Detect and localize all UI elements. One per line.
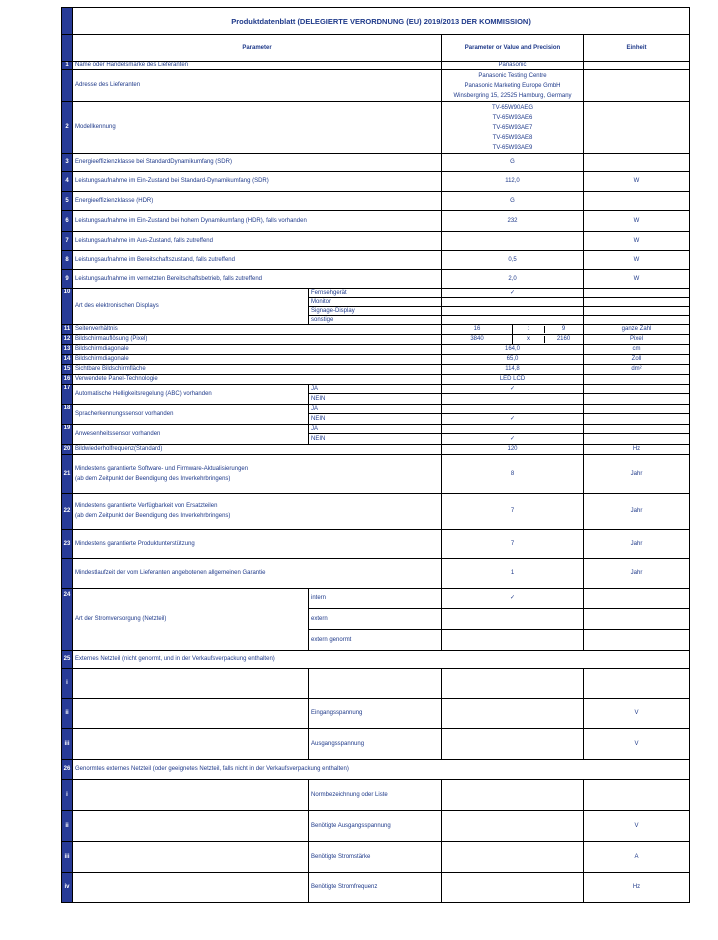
row-number: 25 [62, 651, 73, 669]
table-cell [584, 630, 690, 651]
table-cell [442, 325, 513, 335]
table-cell [584, 414, 690, 425]
table-cell: JA [309, 425, 442, 434]
table-cell: Spracherkennungssensor vorhanden [73, 405, 309, 425]
cell-text: 16 [473, 326, 481, 332]
row-number: 17 [62, 385, 73, 405]
table-cell: W [584, 232, 690, 251]
table-cell: Verwendete Panel-Technologie [73, 375, 442, 385]
table-cell: W [584, 251, 690, 270]
checkmark: ✓ [442, 414, 584, 425]
table-cell [73, 729, 309, 760]
table-cell: Energieeffizienzklasse bei StandardDynamikumfang (SDR) [73, 154, 442, 172]
table-cell: Zoll [584, 355, 690, 365]
table-cell: Externes Netzteil (nicht genormt, und in der Verkaufsverpackung enthalten) [73, 651, 690, 669]
table-cell: Name oder Handelsmarke des Lieferanten [73, 62, 442, 70]
row-number: 4 [62, 172, 73, 192]
table-cell: Normbezeichnung oder Liste [309, 780, 442, 811]
cell-text: : [514, 326, 545, 333]
cell-text: (ab dem Zeitpunkt der Beendigung des Inverkehrbringens) [75, 475, 231, 482]
table-cell [442, 232, 584, 251]
table-row [62, 325, 690, 335]
supplier-address [442, 70, 584, 102]
table-cell: dm² [584, 365, 690, 375]
table-cell: Anwesenheitssensor vorhanden [73, 425, 309, 445]
table-row [62, 289, 690, 298]
table-cell: Panasonic [442, 62, 584, 70]
table-row [62, 102, 690, 154]
table-cell [584, 385, 690, 394]
table-cell [442, 335, 513, 345]
table-cell: Leistungsaufnahme im Ein-Zustand bei hohem Dynamikumfang (HDR), falls vorhanden [73, 211, 442, 232]
row-number: 5 [62, 192, 73, 211]
table-cell: Leistungsaufnahme im Aus-Zustand, falls zutreffend [73, 232, 442, 251]
table-row [62, 445, 690, 455]
row-number: i [62, 780, 73, 811]
table-row [62, 385, 690, 394]
table-row [62, 355, 690, 365]
table-cell: intern [309, 589, 442, 609]
table-cell: Jahr [584, 494, 690, 530]
cell-text: TV-65W93AE6 [492, 114, 533, 121]
table-cell [584, 669, 690, 699]
table-cell: Monitor [309, 298, 442, 307]
table-row [62, 365, 690, 375]
table-row [62, 494, 690, 530]
table-row [62, 699, 690, 729]
table-cell: extern genormt [309, 630, 442, 651]
page-title: Produktdatenblatt (DELEGIERTE VERORDNUNG (EU) 2019/2013 DER KOMMISSION) [73, 8, 690, 35]
table-cell: 114,8 [442, 365, 584, 375]
table-cell [73, 455, 442, 494]
row-number: 20 [62, 445, 73, 455]
table-cell: G [442, 192, 584, 211]
row-number [62, 559, 73, 589]
table-cell [442, 699, 584, 729]
table-row [62, 62, 690, 70]
row-number: iii [62, 729, 73, 760]
table-cell: 232 [442, 211, 584, 232]
table-row [62, 559, 690, 589]
table-cell: ganze Zahl [584, 325, 690, 335]
datasheet [61, 7, 689, 903]
table-row [62, 192, 690, 211]
table-cell: W [584, 211, 690, 232]
table-cell [584, 394, 690, 405]
table-cell: Energieeffizienzklasse (HDR) [73, 192, 442, 211]
table-cell: W [584, 270, 690, 289]
row-number: 10 [62, 289, 73, 325]
table-cell: Genormtes externes Netzteil (oder geeignetes Netzteil, falls nicht in der Verkaufsverpackung enthalten) [73, 760, 690, 780]
row-number: ii [62, 699, 73, 729]
table-cell: JA [309, 405, 442, 414]
row-number: 7 [62, 232, 73, 251]
checkmark: ✓ [442, 589, 584, 609]
table-cell [442, 780, 584, 811]
table-cell: A [584, 842, 690, 873]
table-row [62, 811, 690, 842]
table-cell: Jahr [584, 559, 690, 589]
row-number: 22 [62, 494, 73, 530]
header-value: Parameter or Value and Precision [442, 35, 584, 62]
header-row [62, 35, 690, 62]
row-number: ii [62, 811, 73, 842]
cell-text: TV-65W93AE8 [492, 134, 533, 141]
row-number: 24 [62, 589, 73, 651]
table-cell [584, 316, 690, 325]
table-row [62, 70, 690, 102]
cell-text: Mindestens garantierte Software- und Firmware-Aktualisierungen [75, 465, 249, 472]
header-parameter: Parameter [73, 35, 442, 62]
table-cell: Bildschirmdiagonale [73, 355, 442, 365]
title-row [62, 8, 690, 35]
table-cell [73, 811, 309, 842]
model-list [442, 102, 584, 154]
table-cell: W [584, 172, 690, 192]
row-number: 26 [62, 760, 73, 780]
table-cell [584, 70, 690, 102]
table-cell [584, 154, 690, 172]
table-row [62, 455, 690, 494]
table-cell: LED LCD [442, 375, 584, 385]
table-cell [442, 425, 584, 434]
table-cell: Bildschirmdiagonale [73, 345, 442, 355]
table-cell [442, 307, 584, 316]
table-cell: 164,0 [442, 345, 584, 355]
table-row [62, 589, 690, 609]
datasheet-table [61, 7, 690, 903]
table-cell [584, 425, 690, 434]
table-cell: G [442, 154, 584, 172]
table-cell: Seitenverhältnis [73, 325, 442, 335]
table-cell: Jahr [584, 530, 690, 559]
table-row [62, 842, 690, 873]
table-cell: 8 [442, 455, 584, 494]
table-cell: Eingangsspannung [309, 699, 442, 729]
table-cell [442, 669, 584, 699]
row-number [62, 35, 73, 62]
row-number: i [62, 669, 73, 699]
table-cell: Leistungsaufnahme im Ein-Zustand bei Standard-Dynamikumfang (SDR) [73, 172, 442, 192]
table-cell [584, 375, 690, 385]
table-cell [584, 434, 690, 445]
table-cell: V [584, 811, 690, 842]
table-cell [73, 780, 309, 811]
table-cell [584, 589, 690, 609]
table-cell [73, 669, 309, 699]
table-cell [73, 873, 309, 903]
table-row [62, 345, 690, 355]
table-cell [584, 62, 690, 70]
row-number: 8 [62, 251, 73, 270]
row-number: 12 [62, 335, 73, 345]
cell-text: x [514, 336, 545, 343]
cell-text: (ab dem Zeitpunkt der Beendigung des Inverkehrbringens) [75, 513, 231, 519]
table-row [62, 729, 690, 760]
cell-text: Mindestens garantierte Verfügbarkeit von Ersatzteilen [75, 503, 218, 509]
table-cell [442, 405, 584, 414]
table-cell: 1 [442, 559, 584, 589]
table-cell [513, 335, 584, 345]
table-row [62, 530, 690, 559]
checkmark: ✓ [442, 385, 584, 394]
table-cell: Leistungsaufnahme im Bereitschaftszustand, falls zutreffend [73, 251, 442, 270]
table-cell: Art der Stromversorgung (Netzteil) [73, 589, 309, 651]
table-cell: 120 [442, 445, 584, 455]
row-number: 3 [62, 154, 73, 172]
table-cell: Leistungsaufnahme im vernetzten Bereitschaftsbetrieb, falls zutreffend [73, 270, 442, 289]
table-row [62, 780, 690, 811]
table-cell: Bildschirmauflösung (Pixel) [73, 335, 442, 345]
table-cell [584, 780, 690, 811]
table-cell: Adresse des Lieferanten [73, 70, 442, 102]
table-row [62, 669, 690, 699]
table-cell [442, 811, 584, 842]
row-number: 16 [62, 375, 73, 385]
table-cell: NEIN [309, 414, 442, 425]
table-cell: 0,5 [442, 251, 584, 270]
row-number: 6 [62, 211, 73, 232]
row-number: 1 [62, 62, 73, 70]
table-row [62, 154, 690, 172]
table-cell: 112,0 [442, 172, 584, 192]
cell-text: TV-65W90AEG [491, 104, 533, 111]
table-cell [584, 298, 690, 307]
table-cell [442, 609, 584, 630]
row-number: 9 [62, 270, 73, 289]
row-number: 15 [62, 365, 73, 375]
table-cell: Mindestlaufzeit der vom Lieferanten angebotenen allgemeinen Garantie [73, 559, 442, 589]
table-cell: Benötigte Stromstärke [309, 842, 442, 873]
row-number [62, 8, 73, 35]
table-cell: 7 [442, 530, 584, 559]
table-cell [584, 405, 690, 414]
table-cell: Modellkennung [73, 102, 442, 154]
table-cell: JA [309, 385, 442, 394]
cell-text: 3840 [470, 336, 484, 342]
table-cell: cm [584, 345, 690, 355]
table-cell: Mindestens garantierte Produktunterstützung [73, 530, 442, 559]
table-row [62, 760, 690, 780]
table-cell [584, 307, 690, 316]
table-cell: Jahr [584, 455, 690, 494]
table-cell: Automatische Helligkeitsregelung (ABC) vorhanden [73, 385, 309, 405]
cell-text: TV-65W93AE7 [492, 124, 533, 131]
cell-text: 2160 [556, 336, 571, 342]
table-cell: 2,0 [442, 270, 584, 289]
table-row [62, 425, 690, 434]
cell-text: TV-65W93AE9 [492, 144, 533, 151]
table-cell [442, 316, 584, 325]
row-number [62, 70, 73, 102]
row-number: 23 [62, 530, 73, 559]
cell-text: 9 [561, 326, 566, 332]
checkmark: ✓ [442, 434, 584, 445]
row-number: 19 [62, 425, 73, 445]
table-row [62, 270, 690, 289]
table-cell: extern [309, 609, 442, 630]
table-cell [442, 630, 584, 651]
table-row [62, 172, 690, 192]
table-cell [584, 192, 690, 211]
row-number: iii [62, 842, 73, 873]
table-cell: Art des elektronischen Displays [73, 289, 309, 325]
table-cell: 65,0 [442, 355, 584, 365]
table-cell [442, 873, 584, 903]
table-cell: Hz [584, 445, 690, 455]
row-number: iv [62, 873, 73, 903]
cell-text: Winsbergring 15, 22525 Hamburg, Germany [453, 92, 572, 99]
table-cell [309, 669, 442, 699]
table-cell [584, 609, 690, 630]
table-cell [442, 729, 584, 760]
table-cell: Benötigte Ausgangsspannung [309, 811, 442, 842]
table-cell: NEIN [309, 394, 442, 405]
table-cell [584, 289, 690, 298]
table-cell [442, 394, 584, 405]
checkmark: ✓ [442, 289, 584, 298]
table-cell: Hz [584, 873, 690, 903]
row-number: 18 [62, 405, 73, 425]
table-cell: Fernsehgerät [309, 289, 442, 298]
table-cell: 7 [442, 494, 584, 530]
row-number: 13 [62, 345, 73, 355]
table-row [62, 375, 690, 385]
table-cell: sonstige [309, 316, 442, 325]
table-cell: Ausgangsspannung [309, 729, 442, 760]
table-cell [442, 298, 584, 307]
table-cell [73, 842, 309, 873]
table-cell [73, 699, 309, 729]
table-cell: Benötigte Stromfrequenz [309, 873, 442, 903]
table-cell: Pixel [584, 335, 690, 345]
table-cell [584, 102, 690, 154]
table-row [62, 405, 690, 414]
table-row [62, 873, 690, 903]
table-cell: Bildwiederholfrequenz(Standard) [73, 445, 442, 455]
table-row [62, 232, 690, 251]
row-number: 14 [62, 355, 73, 365]
table-cell: Sichtbare Bildschirmfläche [73, 365, 442, 375]
table-cell: V [584, 729, 690, 760]
table-row [62, 211, 690, 232]
table-cell [513, 325, 584, 335]
row-number: 2 [62, 102, 73, 154]
header-unit: Einheit [584, 35, 690, 62]
table-cell: V [584, 699, 690, 729]
table-cell: Signage-Display [309, 307, 442, 316]
cell-text: Panasonic Marketing Europe GmbH [464, 82, 561, 89]
row-number: 21 [62, 455, 73, 494]
table-row [62, 251, 690, 270]
row-number: 11 [62, 325, 73, 335]
table-row [62, 335, 690, 345]
cell-text: Panasonic Testing Centre [478, 72, 547, 79]
table-cell: NEIN [309, 434, 442, 445]
table-row [62, 651, 690, 669]
table-cell [442, 842, 584, 873]
table-cell [73, 494, 442, 530]
